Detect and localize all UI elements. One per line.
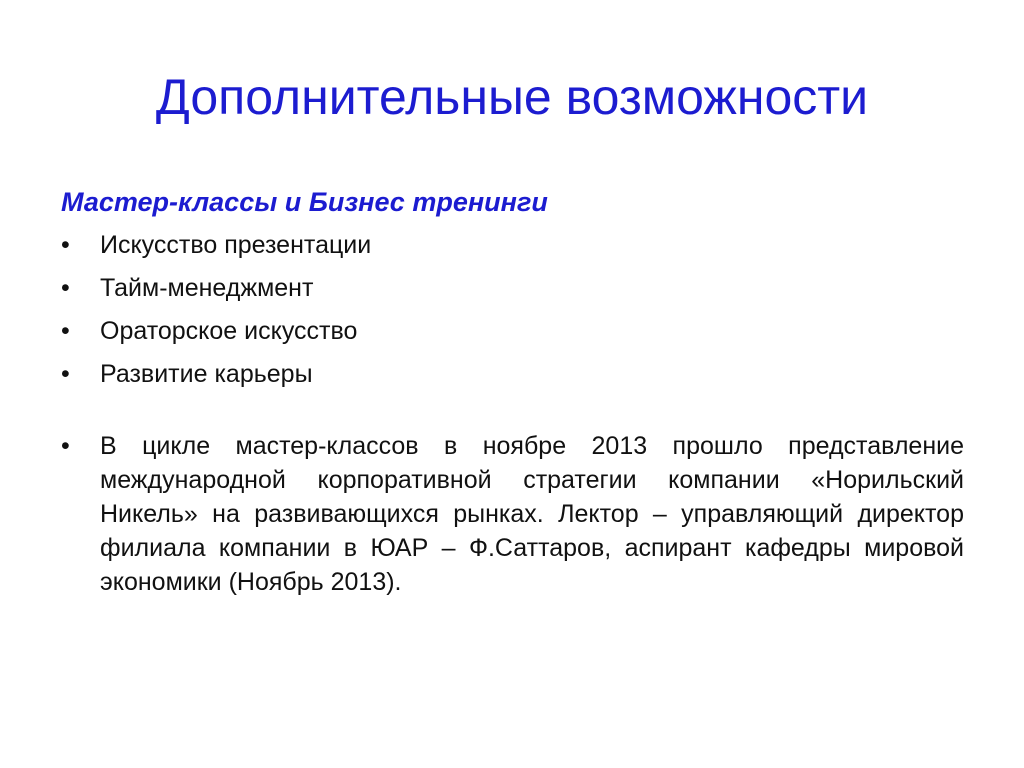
slide-content [61,180,964,599]
list-item [61,224,964,267]
slide-title: Дополнительные возможности [155,69,869,125]
description-paragraph [61,429,964,599]
bullet-icon: • [61,360,70,388]
list-item [61,267,964,310]
paragraph-text: В цикле мастер-классов в ноябре 2013 прошло представление международной корпоративной стратегии компании «Норильский Никель» на развивающихся рынках. Лектор – управляющий директор филиала компании в ЮАР – Ф.Саттаров, аспирант кафедры мировой экономики (Ноябрь 2013). [100,432,964,596]
list-item-label: Искусство презентации [100,231,372,259]
list-item-label: Развитие карьеры [100,360,313,388]
bullet-list [61,224,964,396]
bullet-icon: • [61,432,70,460]
section-subheading: Мастер-классы и Бизнес тренинги [61,187,548,217]
list-item-label: Ораторское искусство [100,317,358,345]
bullet-icon: • [61,317,70,345]
list-item [61,353,964,396]
bullet-icon: • [61,274,70,302]
list-item [61,310,964,353]
bullet-icon: • [61,231,70,259]
list-item-label: Тайм-менеджмент [100,274,314,302]
